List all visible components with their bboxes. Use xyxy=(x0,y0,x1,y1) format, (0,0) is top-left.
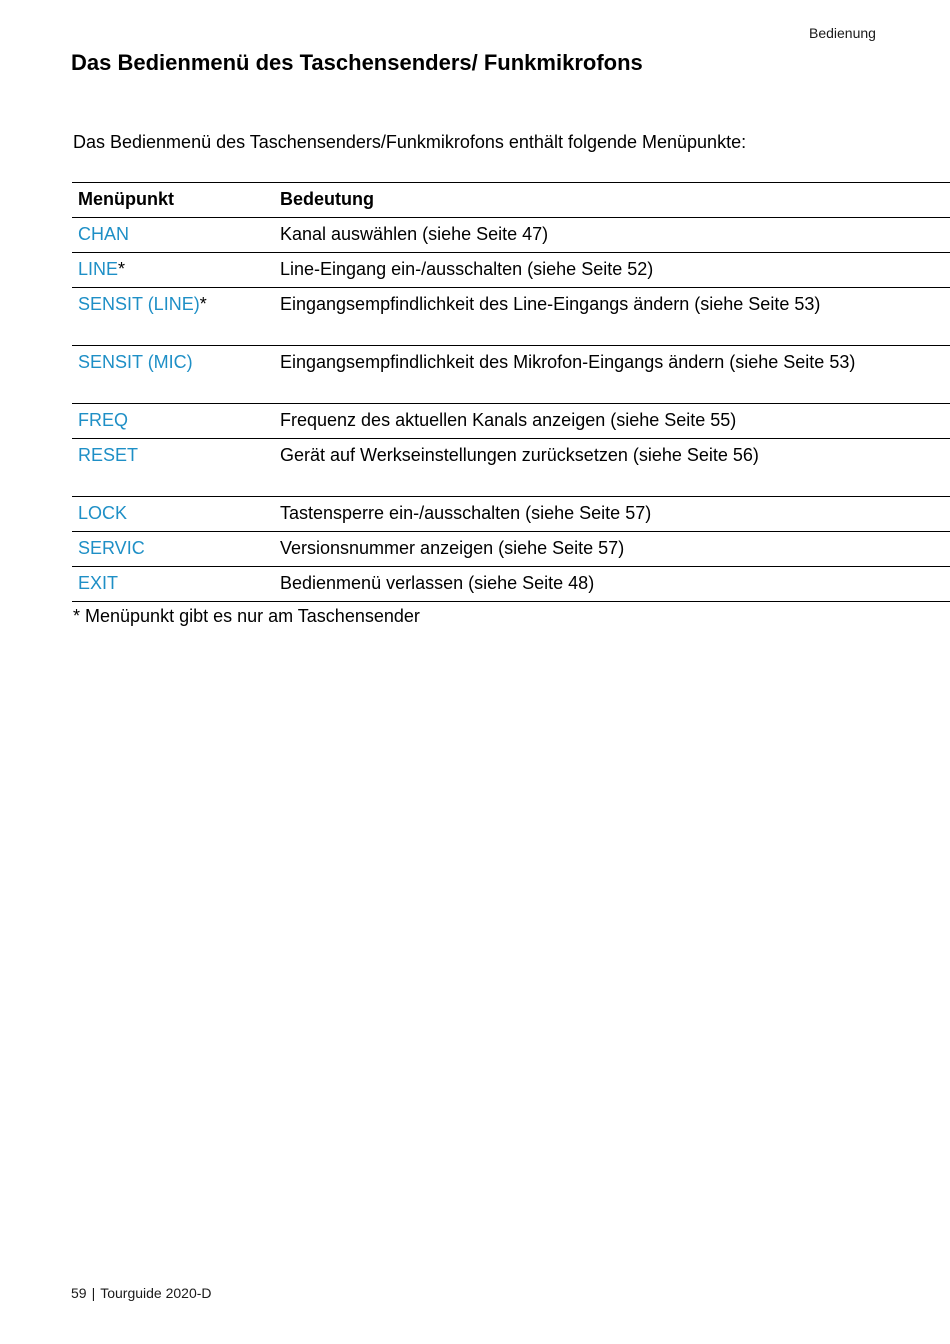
menu-item-cell xyxy=(72,532,274,567)
table-row xyxy=(72,253,950,288)
menu-item-cell xyxy=(72,288,274,346)
menu-item-link-sensit-mic[interactable]: SENSIT (MIC) xyxy=(78,352,193,372)
footnote: * Menüpunkt gibt es nur am Taschensender xyxy=(73,606,420,626)
menu-item-link-exit[interactable]: EXIT xyxy=(78,573,119,593)
meaning-cell: Kanal auswählen (siehe Seite 47) xyxy=(274,218,950,253)
intro-text: Das Bedienmenü des Taschensenders/Funkmikrofons enthält folgende Menüpunkte: xyxy=(73,132,747,152)
table-row xyxy=(72,288,950,346)
page-footer xyxy=(71,1284,212,1302)
meaning-cell: Eingangsempfindlichkeit des Line-Eingangs ändern (siehe Seite 53) xyxy=(274,288,950,346)
table-row xyxy=(72,532,950,567)
menu-item-link-chan[interactable]: CHAN xyxy=(78,224,130,244)
column-header-meaning: Bedeutung xyxy=(274,183,950,218)
menu-item-cell xyxy=(72,253,274,288)
menu-item-cell xyxy=(72,404,274,439)
meaning-cell: Tastensperre ein-/ausschalten (siehe Seite 57) xyxy=(274,497,950,532)
running-header: Bedienung xyxy=(809,25,876,41)
menu-item-cell xyxy=(72,218,274,253)
column-header-menu-item: Menüpunkt xyxy=(72,183,274,218)
meaning-cell: Bedienmenü verlassen (siehe Seite 48) xyxy=(274,567,950,602)
page-number: 59 xyxy=(71,1285,87,1301)
page-title: Das Bedienmenü des Taschensenders/ Funkmikrofons xyxy=(71,50,643,75)
table-row xyxy=(72,497,950,532)
menu-item-link-servic[interactable]: SERVIC xyxy=(78,538,145,558)
menu-item-cell xyxy=(72,439,274,497)
menu-item-link-sensit-line[interactable]: SENSIT (LINE) xyxy=(78,294,200,314)
meaning-cell: Versionsnummer anzeigen (siehe Seite 57) xyxy=(274,532,950,567)
footnote-star: * xyxy=(118,259,126,279)
meaning-cell: Gerät auf Werkseinstellungen zurücksetzen (siehe Seite 56) xyxy=(274,439,950,497)
meaning-cell: Line-Eingang ein-/ausschalten (siehe Seite 52) xyxy=(274,253,950,288)
table-row xyxy=(72,404,950,439)
menu-table xyxy=(72,182,950,602)
menu-item-link-reset[interactable]: RESET xyxy=(78,445,139,465)
document-name: Tourguide 2020-D xyxy=(100,1285,212,1301)
table-row xyxy=(72,346,950,404)
menu-item-link-lock[interactable]: LOCK xyxy=(78,503,128,523)
meaning-cell: Frequenz des aktuellen Kanals anzeigen (siehe Seite 55) xyxy=(274,404,950,439)
menu-item-cell xyxy=(72,567,274,602)
menu-item-cell xyxy=(72,346,274,404)
table-row xyxy=(72,567,950,602)
footer-separator: | xyxy=(91,1285,96,1301)
footnote-star: * xyxy=(199,294,207,314)
menu-item-link-line[interactable]: LINE xyxy=(78,259,119,279)
meaning-cell: Eingangsempfindlichkeit des Mikrofon-Eingangs ändern (siehe Seite 53) xyxy=(274,346,950,404)
table-header-row xyxy=(72,183,950,218)
table-row xyxy=(72,439,950,497)
menu-item-cell xyxy=(72,497,274,532)
menu-item-link-freq[interactable]: FREQ xyxy=(78,410,129,430)
table-row xyxy=(72,218,950,253)
